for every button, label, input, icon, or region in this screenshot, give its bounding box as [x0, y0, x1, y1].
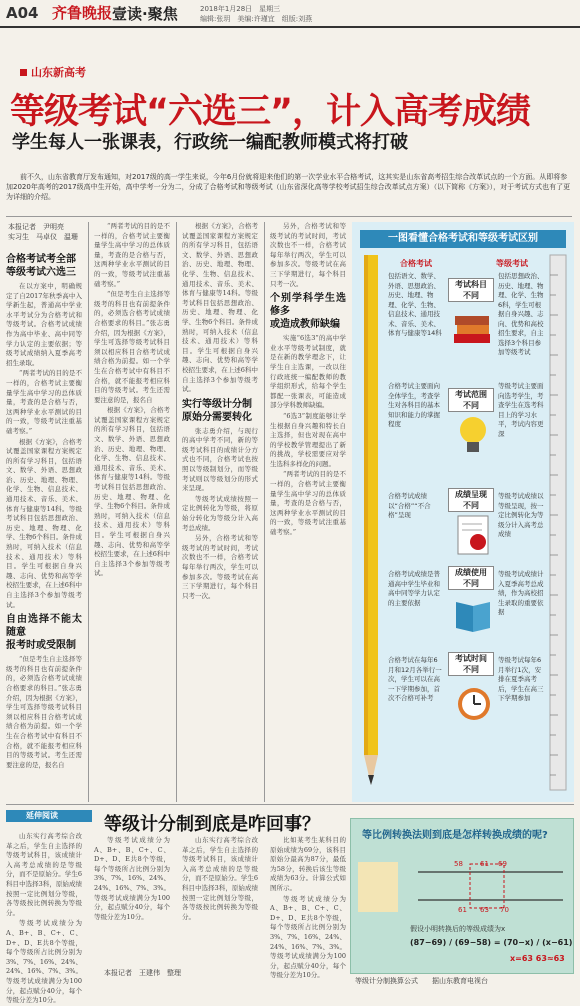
row-badge: 成绩使用 不同: [448, 566, 494, 590]
bottom-column-4: [270, 836, 346, 986]
conversion-diagram: [358, 842, 568, 920]
paragraph: 山东实行高考综合改革之后，学生自主选择的等级考试科目，该成绩计入高考总成绩的是等级分，而不是原始分。学生6科目中选择3科，原始成绩按照一定比例划分等级，各等级按比例转换为等级分。: [6, 832, 82, 917]
section-heading: 合格考试考全部 等级考试六选三: [6, 254, 76, 278]
paragraph: 山东实行高考综合改革之后，学生自主选择的等级考试科目，该成绩计入高考总成绩的是等级分，而不是原始分。学生6科目中选择3科，原始成绩按照一定比例划分等级，各等级按比例转换为等级分。: [182, 836, 258, 921]
bottom-headline: 等级计分制到底是咋回事？: [104, 814, 320, 835]
formula-graphic-title: 等比例转换法则到底是怎样转换成绩的呢?: [362, 830, 548, 841]
paragraph: “但是考生自主选择等级考的科目也有前提条件的，必须选合格考试成绩合格要求的科目。”张志勇介绍，因为根据《方案》，学生可选择等级考试科目须以相应科目合格考试成绩合格为前提。如一个学生在合格考试中有科目不合格，就不能报考相应科目的等级考试。考生还需要注意的是，报名自: [94, 290, 170, 404]
student-figure: [358, 862, 398, 912]
svg-text:69: 69: [498, 860, 507, 868]
paragraph: “6选3”制度能够让学生根据自身兴趣和特长自主选择，但也对现在高中的学校教学管理提出了新的挑战，学校需要应对学生选科多样化的问题。: [270, 411, 346, 468]
page-number: A04: [6, 4, 39, 22]
paragraph: 张志勇介绍，与现行的高中学考不同，新的等级考试科目的成绩计分方式也不同，合格考试也按照以等级制划分，而等级考试则以等级划分的形式来呈现。: [182, 426, 258, 493]
paragraph: 等级考试成绩分为A、B+、B、C+、C、D+、D、E共8个等级，每个等级所占比例分别为3%、7%、16%、24%、24%、16%、7%、3%。等级考试成绩满分为100分，起点赋分40分，每个等级分差为10分。: [94, 836, 170, 921]
byline: [8, 222, 78, 242]
formula-result: x=63 63≈63: [510, 954, 565, 963]
row-left-text: 包括语文、数学、外语、思想政治、历史、地理、物理、化学、生物、信息技术、通用技术、音乐、美术、体育与健康等14科: [388, 272, 442, 337]
section-heading: 个别学科学生选修多 或造成教师缺编: [270, 293, 346, 331]
bottom-reporter: 本报记者 王建伟 整理: [104, 969, 181, 977]
svg-text:63: 63: [480, 906, 489, 914]
column-divider: [88, 222, 89, 802]
row-left-text: 合格考试在每年6月和12月各举行一次，学生可以在高一下学期参加，首次不合格可补考: [388, 656, 442, 702]
ruler-illustration: [548, 255, 568, 790]
row-right-text: 等级考试每年6月举行1次，安排在夏季高考后，学生在高三下学期参加: [498, 656, 544, 702]
row-right-text: 等级考试成绩计入夏季高考总成绩，作为高校招生录取的重要依据: [498, 570, 544, 616]
article-column-2: [94, 222, 170, 802]
bottom-column-2: [94, 836, 170, 966]
paragraph: “但是考生自主选择等级考的科目也有前提条件的，必须选合格考试成绩合格要求的科目。”张志勇介绍，因为根据《方案》，学生可选择等级考试科目须以相应科目合格考试成绩合格为前提。如一个学生在合格考试中有科目不合格，就不能报考相应科目的等级考试。考生还需要注意的是，报名自: [6, 655, 82, 769]
header-meta: [200, 4, 312, 24]
svg-text:61: 61: [458, 906, 467, 914]
lead-paragraph: 前不久，山东省教育厅发布通知，对2017级的高一学生来说，今年6月份就将迎来他们的第一次学业水平合格考试，这其实是山东省高考招生综合改革试点的一个方面。从即将参加2020年高考的2017级高中生开始，高中学考一分为二，分成了合格考试和等级考试（山东省深化高等学校考试招生综合改革试点方案）（以下简称《方案》），对于考试方式也有了更为详细的介绍。: [6, 173, 571, 201]
row-left-text: 合格考试主要面向全体学生，考查学生对各科目的基本知识和能力的掌握程度: [388, 382, 440, 428]
extended-reading-label: 延伸阅读: [6, 810, 92, 822]
lead-divider: [6, 216, 572, 217]
row-right-text: 等级考试主要面向选考学生，考查学生在选考科目上的学习水平，考试内容更深: [498, 382, 544, 438]
article-column-3: [182, 222, 258, 802]
tag-square-icon: [20, 69, 27, 76]
story-tag-text: 山东新高考: [31, 66, 86, 79]
header-date: 2018年1月28日 星期三: [200, 5, 281, 13]
story-tag: [20, 64, 86, 80]
paragraph: 在以方案中，明确规定了自2017年秋季高中入学新生起，普通高中学业水平考试分为合格考试和等级考试。合格考试成绩作为高中毕业、高中同等学力认定的主要依据；等级考试成绩纳入夏季高考招生录取。: [6, 282, 82, 367]
lightbulb-icon: [456, 414, 490, 460]
headline: 等级考试“六选三”，计入高考成绩: [10, 92, 531, 132]
row-badge: 考试范围 不同: [448, 388, 494, 412]
row-left-text: 合格考试成绩是普通高中学生毕业和高中同等学力认定的主要依据: [388, 570, 440, 607]
row-badge: 成绩呈现 不同: [448, 488, 494, 512]
paragraph: “两者考试的目的是不一样的，合格考试主要衡量学生高中学习的总体质量，考查的是合格与否，这两种学业水平测试的目的一致，等级考试注重基础考察。”: [270, 470, 346, 537]
paragraph: 根据《方案》，合格考试覆盖国家课程方案规定的所有学习科目，包括语文、数学、外语、思想政治、历史、地理、物理、化学、生物、信息技术、通用技术、音乐、美术、体育与健康等14科。等级考试科目包括思想政治、历史、地理、物理、化学、生物6个科目。条件成熟时，可纳入技术（信息技术、通用技术）等科目。学生可根据自身兴趣、志向、优势和高等学校招生要求，在上述6科中自主选择3个参加等级考试。: [182, 222, 258, 394]
paragraph: 等级考试成绩分为A、B+、B、C+、C、D+、D、E共8个等级，每个等级所占比例分别为3%、7%、16%、24%、24%、16%、7%、3%。等级考试成绩满分为100分，起点赋分40分，每个等级分差为10分。: [6, 919, 82, 1005]
paragraph: “两者考试的目的是不一样的，合格考试主要衡量学生高中学习的总体质量，考查的是合格与否，这两种学业水平测试的目的一致，等级考试注重基础考察。”: [94, 222, 170, 288]
sub-headline: 学生每人一张课表，行政统一编配教师模式将打破: [12, 132, 408, 153]
paragraph: 等级考试成绩按照一定比例转化为等级，将原始分转化为等级分计入高考总成绩。: [182, 494, 258, 532]
paragraph: 根据《方案》，合格考试覆盖国家课程方案规定的所有学习科目，包括语文、数学、外语、思想政治、历史、地理、物理、化学、生物、信息技术、通用技术、音乐、美术、体育与健康等14科。等级考试科目包括思想政治、历史、地理、物理、化学、生物6个科目。条件成熟时，可纳入技术（信息技术、通用技术）等科目。学生可根据自身兴趣、志向、优势和高等学校招生要求，在上述6科中自主选择3个参加等级考试。: [6, 437, 82, 609]
header-editors: 编辑:张玥 美编:许瑾宜 组版:刘燕: [200, 15, 313, 23]
pencil-illustration: [360, 255, 382, 790]
row-badge: 考试时间 不同: [448, 652, 494, 676]
paragraph: 根据《方案》，合格考试覆盖国家课程方案规定的所有学习科目，包括语文、数学、外语、思想政治、历史、地理、物理、化学、生物、信息技术、通用技术、音乐、美术、体育与健康等14科。等级考试科目包括思想政治、历史、地理、物理、化学、生物6个科目。条件成熟时，可纳入技术（信息技术、通用技术）等科目。学生可根据自身兴趣、志向、优势和高等学校招生要求，在上述6科中自主选择3个参加等级考试。: [94, 406, 170, 578]
svg-text:61: 61: [480, 860, 489, 868]
column-divider: [264, 222, 265, 802]
infographic-title: 一图看懂合格考试和等级考试区别: [360, 230, 566, 248]
svg-text:58: 58: [454, 860, 463, 868]
graphic-caption: [355, 976, 488, 986]
article-column-4: [270, 222, 346, 802]
open-book-icon: [454, 594, 492, 634]
caption-left: 等级计分制换算公式: [355, 977, 418, 985]
paragraph: 比如某考生某科目的原始成绩为69分，该科目原始分最高为87分，最低为58分，转换后该生等级成绩为63分。计算公式如图所示。: [270, 836, 346, 892]
article-column-1: [6, 250, 82, 802]
section-heading: 自由选择不能太随意 报考时或受限制: [6, 614, 82, 652]
column-divider: [176, 222, 177, 802]
header-rule: [0, 26, 580, 28]
row-left-text: 合格考试成绩以“合格”“不合格”呈现: [388, 492, 431, 519]
section-divider: [6, 804, 574, 805]
byline-intern: 实习生 马卓仪 温珊: [8, 233, 78, 241]
formula-note: 假设小明转换后的等级成绩为x: [410, 925, 506, 933]
paragraph: “两者考试的目的是不一样的，合格考试主要衡量学生高中学习的总体质量，考查的是合格与否，这两种学业水平测试的目的一致，等级考试注重基础考察。”: [6, 369, 82, 435]
paragraph: 等级考试成绩分为A、B+、B、C+、C、D+、D、E共8个等级，每个等级所占比例分别为3%、7%、16%、24%、24%、16%、7%、3%。等级考试成绩满分为100分，起点赋分40分，每个等级分差为10分。: [270, 894, 346, 980]
alarm-clock-icon: [454, 680, 494, 724]
paragraph: 实施“6选3”的高中学业水平等级考试制度，就是在新的教学理念下，让学生自主选课，一改以往行政班统一编配教师的教学组织形式，给每个学生都配一张课表，可能造成部分学科教师缺编。: [270, 334, 346, 410]
col-left-label: 合格考试: [400, 259, 432, 268]
newspaper-logo: 齐鲁晚报: [52, 4, 113, 22]
row-badge: 考试科目 不同: [448, 278, 494, 302]
paragraph: 另外，合格考试和等级考试的考试时间，考试次数也不一样，合格考试每年举行两次，学生可以参加多次。等级考试在高三下学期进行，每个科目只考一次。: [270, 222, 346, 288]
col-right-label: 等级考试: [496, 259, 528, 268]
row-right-text: 包括思想政治、历史、地理、物理、化学、生物6科，学生可根据自身兴趣、志向、优势和高校招生要求，自主选择3个科目参加等级考试: [498, 272, 544, 356]
svg-text:70: 70: [500, 906, 509, 914]
formula-equation: (87−69) / (69−58) = (70−x) / (x−61): [410, 938, 573, 947]
section-name: 壹读·聚焦: [112, 5, 178, 23]
row-right-text: 等级考试成绩以等级呈现，按一定比例转化为等级分计入高考总成绩: [498, 492, 544, 538]
caption-right: 据山东教育电视台: [432, 977, 488, 985]
section-heading: 实行等级计分制 原始分需要转化: [182, 398, 252, 423]
byline-reporter: 本报记者 尹明亮: [8, 223, 64, 231]
report-card-icon: [454, 514, 492, 556]
books-icon: [452, 306, 492, 346]
bottom-column-3: [182, 836, 258, 966]
bottom-column-1: [6, 832, 82, 1005]
paragraph: 另外，合格考试和等级考试的考试时间，考试次数也不一样，合格考试每年举行两次，学生可以参加多次。等级考试在高三下学期进行，每个科目只考一次。: [182, 534, 258, 600]
